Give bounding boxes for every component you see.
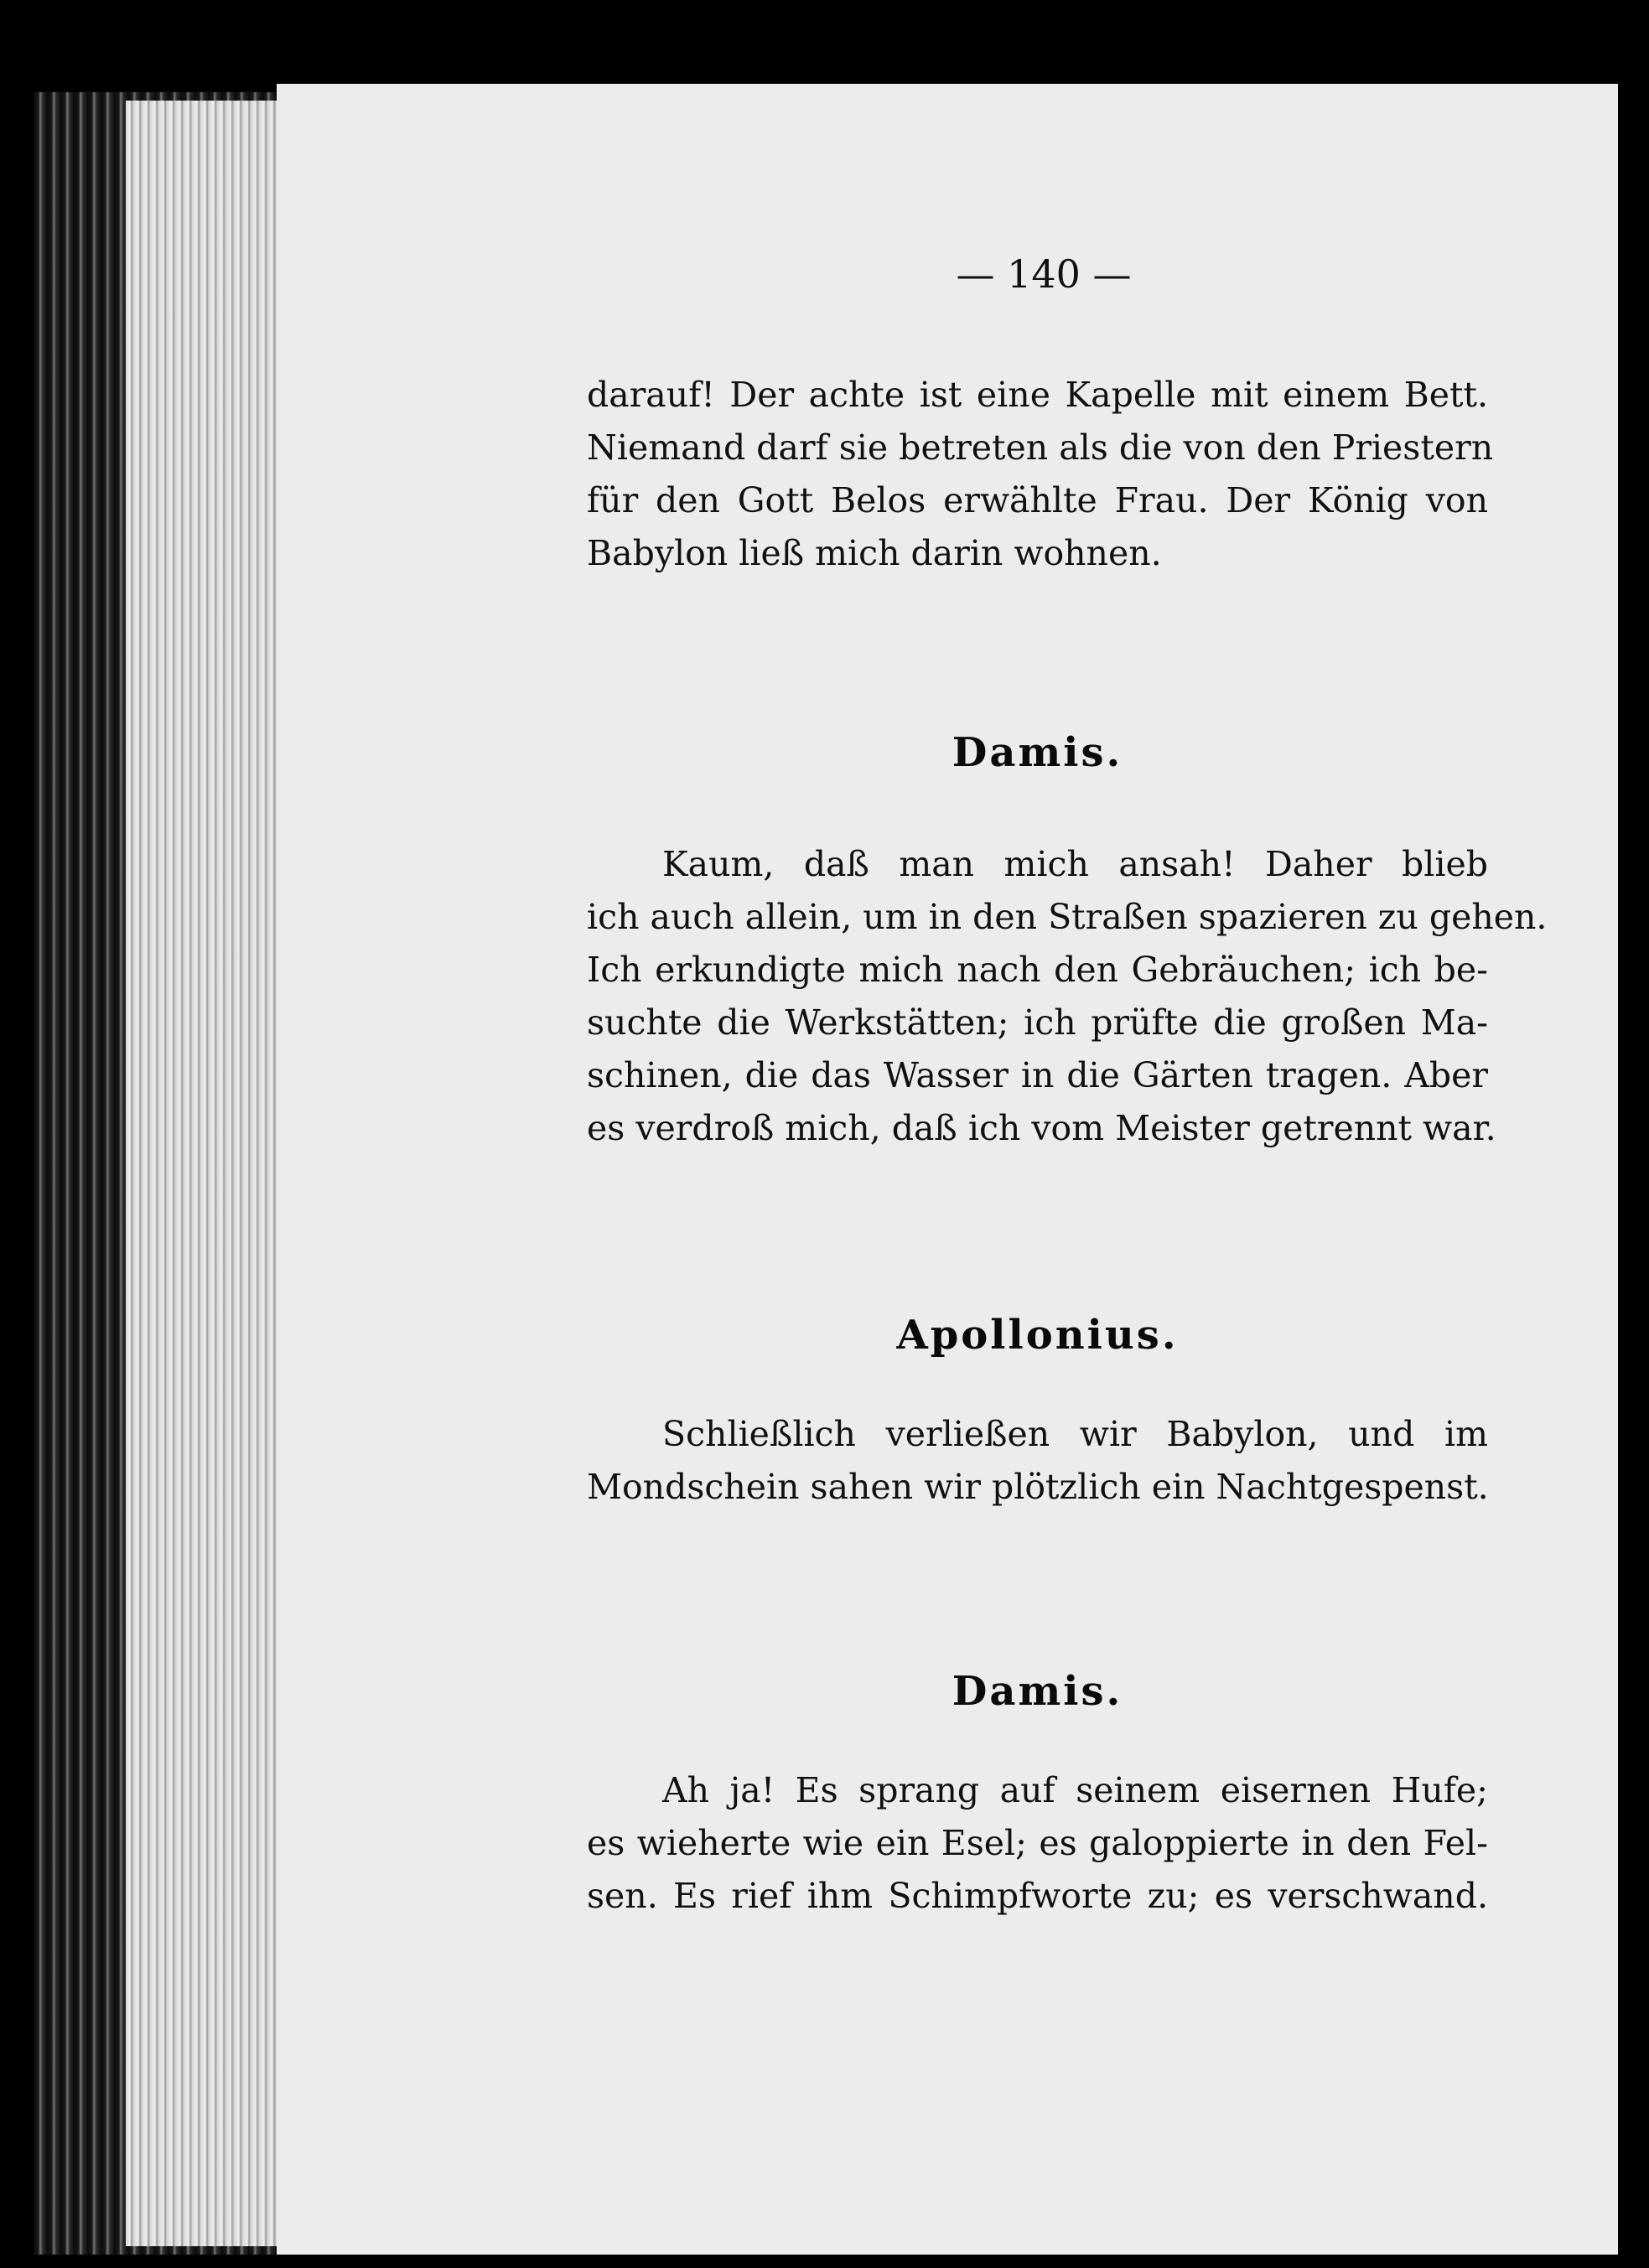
text-line: darauf! Der achte ist eine Kapelle mit einem Bett. bbox=[587, 375, 1488, 415]
text-line: es wieherte wie ein Esel; es galoppierte in den Fel- bbox=[587, 1823, 1488, 1863]
page-number: — 140 — bbox=[956, 251, 1132, 297]
page-edges-light bbox=[126, 101, 285, 2246]
speaker-heading-damis: Damis. bbox=[952, 729, 1123, 776]
paragraph-4 bbox=[587, 1764, 1488, 1923]
text-line: es verdroß mich, daß ich vom Meister getrennt war. bbox=[587, 1108, 1496, 1148]
paragraph-2 bbox=[587, 838, 1548, 1155]
paragraph-1 bbox=[587, 369, 1494, 580]
speaker-heading-apollonius: Apollonius. bbox=[896, 1312, 1179, 1359]
paragraph-3 bbox=[587, 1408, 1488, 1514]
text-line: suchte die Werkstätten; ich prüfte die großen Ma- bbox=[587, 1002, 1488, 1043]
text-line: Ich erkundigte mich nach den Gebräuchen; ich be- bbox=[587, 950, 1488, 990]
text-line: Kaum, daß man mich ansah! Daher blieb bbox=[662, 844, 1488, 884]
text-line: Mondschein sahen wir plötzlich ein Nachtgespenst. bbox=[587, 1467, 1489, 1507]
text-line: Ah ja! Es sprang auf seinem eisernen Hufe; bbox=[662, 1770, 1488, 1810]
text-line: Niemand darf sie betreten als die von den Priestern bbox=[587, 427, 1494, 468]
text-line: Babylon ließ mich darin wohnen. bbox=[587, 533, 1162, 573]
text-line: Schließlich verließen wir Babylon, und im bbox=[662, 1414, 1488, 1454]
text-line: ich auch allein, um in den Straßen spazieren zu gehen. bbox=[587, 897, 1548, 937]
text-line: sen. Es rief ihm Schimpfworte zu; es verschwand. bbox=[587, 1876, 1488, 1916]
speaker-heading-damis-2: Damis. bbox=[952, 1668, 1123, 1715]
text-line: für den Gott Belos erwählte Frau. Der König von bbox=[587, 480, 1488, 520]
text-line: schinen, die das Wasser in die Gärten tragen. Aber bbox=[587, 1055, 1488, 1095]
